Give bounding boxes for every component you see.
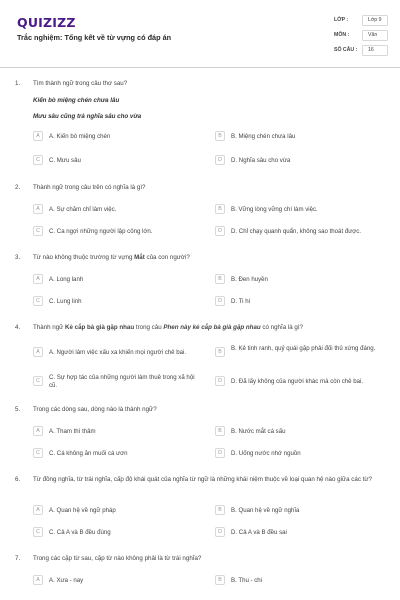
question-text (33, 253, 378, 262)
option-text: C. Ca ngợi những người lập công lớn. (49, 227, 153, 235)
option-text: D. Đã lấy không của người khác mà còn chê bai. (231, 377, 364, 385)
option-letter-badge: D (215, 296, 225, 306)
question-count-label: SỐ CÂU : (334, 47, 358, 53)
question-quote-line: Mưu sâu cũng trả nghĩa sâu cho vừa (33, 113, 142, 120)
option-letter-badge: A (33, 505, 43, 515)
option-text: D. Uống nước nhớ nguồn (231, 449, 301, 457)
question-keyword: Phen này kẻ cắp bà già gặp nhau (163, 323, 261, 331)
option-letter-badge: D (215, 448, 225, 458)
option-text: A. Long lanh (49, 275, 84, 283)
grade-meta (330, 13, 390, 28)
question-count-box (362, 45, 388, 56)
option-letter-badge: B (215, 426, 225, 436)
option-text: D. Cả A và B đều sai (231, 528, 287, 536)
option-text: D. Nghĩa sâu cho vừa (231, 156, 291, 164)
question-text: Trong các dòng sau, dòng nào là thành ngữ? (33, 405, 157, 413)
question-text (33, 323, 378, 332)
option-text: C. Mưu sâu (49, 156, 81, 164)
option-letter-badge: B (215, 274, 225, 284)
option-letter-badge: D (215, 226, 225, 236)
question-text-part: của con người? (144, 253, 190, 261)
option-text: D. Ti hí (231, 297, 251, 305)
header-divider (0, 67, 400, 68)
option-text: A. Người làm việc xấu xa khiến mọi người chê bai. (49, 348, 187, 356)
option-letter-badge: D (215, 527, 225, 537)
question-count-value: 16 (368, 47, 374, 53)
question-text: Thành ngữ trong câu trên có nghĩa là gì? (33, 183, 146, 191)
subject-label: MÔN : (334, 32, 350, 38)
question-text-part: Thành ngữ (33, 323, 66, 331)
option-text: B. Miệng chén chưa lâu (231, 132, 296, 140)
option-text: A. Quan hệ về ngữ pháp (49, 506, 116, 514)
option-letter-badge: B (215, 131, 225, 141)
option-letter-badge: A (33, 131, 43, 141)
page-title: Trắc nghiệm: Tổng kết về từ vựng có đáp án (17, 33, 172, 42)
option-text: B. Thu - chi (231, 576, 263, 584)
question-text: Từ đồng nghĩa, từ trái nghĩa, cấp độ khái quát của nghĩa từ ngữ là những khái niệm thuộc về loại quan hệ nào giữa các từ? (33, 475, 372, 483)
subject-value: Văn (368, 32, 378, 38)
option-text: A. Tham thì thâm (49, 427, 96, 435)
quizizz-logo: QUIZIZZ (17, 15, 76, 30)
subject-meta (330, 28, 390, 43)
question-number: 1. (15, 80, 21, 87)
option-text: B. Nước mắt cá sấu (231, 427, 286, 435)
question-number: 6. (15, 476, 21, 483)
option-letter-badge: C (33, 448, 43, 458)
question-number: 3. (15, 254, 21, 261)
option-text: C. Lung linh (49, 297, 82, 305)
option-letter-badge: A (33, 274, 43, 284)
question-text: Trong các cặp từ sau, cặp từ nào không phải là từ trái nghĩa? (33, 554, 202, 562)
option-letter-badge: A (33, 204, 43, 214)
question-number: 2. (15, 184, 21, 191)
question-text: Tìm thành ngữ trong câu thơ sau? (33, 79, 128, 87)
option-text: B. Vững lòng vững chí làm việc. (231, 205, 318, 213)
question-number: 7. (15, 555, 21, 562)
option-text: A. Sự chăm chỉ làm việc. (49, 205, 117, 213)
option-text: A. Kiến bò miệng chén (49, 132, 111, 140)
option-letter-badge: B (215, 575, 225, 585)
option-text: C. Sự hợp tác của những người làm thuê trong xã hội cũ. (49, 373, 195, 389)
option-letter-badge: D (215, 376, 225, 386)
question-number: 4. (15, 324, 21, 331)
question-text-part: Từ nào không thuộc trường từ vựng (33, 253, 135, 261)
option-letter-badge: C (33, 226, 43, 236)
option-letter-badge: B (215, 347, 225, 357)
option-letter-badge: A (33, 575, 43, 585)
option-letter-badge: A (33, 347, 43, 357)
question-text-part: có nghĩa là gì? (260, 323, 303, 331)
option-letter-badge: C (33, 155, 43, 165)
option-letter-badge: D (215, 155, 225, 165)
option-text: C. Cả A và B đều đúng (49, 528, 111, 536)
option-letter-badge: B (215, 505, 225, 515)
option-text: B. Quan hệ về ngữ nghĩa (231, 506, 300, 514)
question-count-meta (330, 43, 390, 58)
option-letter-badge: A (33, 426, 43, 436)
question-number: 5. (15, 406, 21, 413)
question-keyword: Mắt (134, 253, 145, 261)
grade-value: Lớp 9 (368, 17, 382, 23)
question-keyword: Kẻ cắp bà già gặp nhau (65, 323, 135, 331)
option-letter-badge: C (33, 296, 43, 306)
option-letter-badge: C (33, 376, 43, 386)
option-letter-badge: B (215, 204, 225, 214)
option-text: D. Chỉ chạy quanh quẩn, không sao thoát được. (231, 227, 362, 235)
question-quote-line: Kiến bò miệng chén chưa lâu (33, 97, 120, 104)
grade-label: LỚP : (334, 17, 349, 23)
option-text: B. Đen huyền (231, 275, 268, 283)
option-text: B. Kẻ tinh ranh, quỷ quái gặp phải đối thủ xứng đáng. (231, 344, 376, 352)
option-text: C. Cá không ăn muối cá ươn (49, 449, 128, 457)
question-text-part: trong câu (134, 323, 164, 331)
option-text: A. Xưa - nay (49, 576, 84, 584)
option-letter-badge: C (33, 527, 43, 537)
